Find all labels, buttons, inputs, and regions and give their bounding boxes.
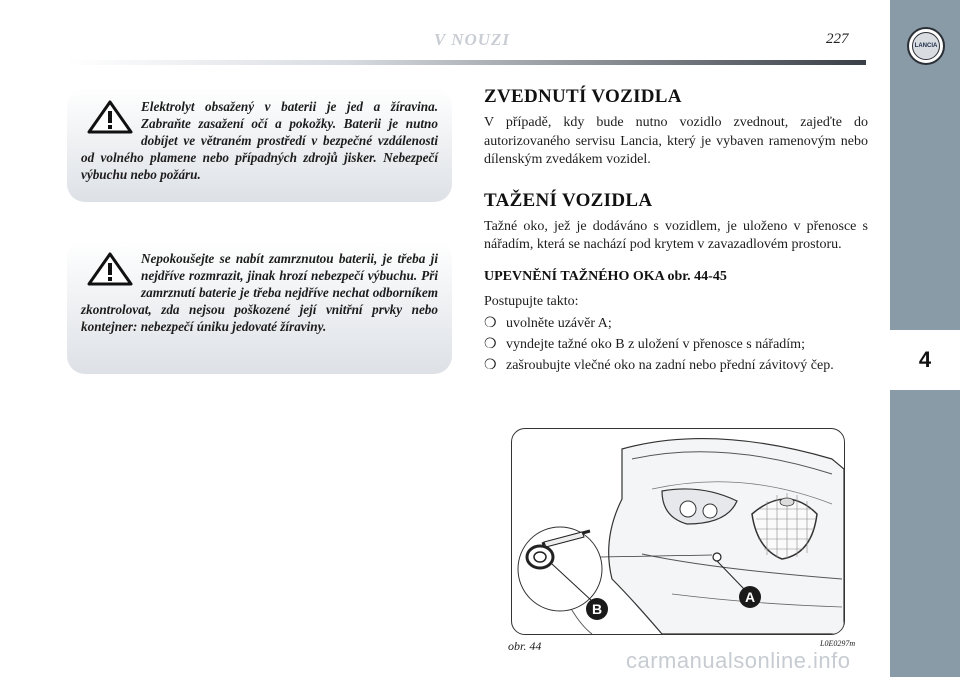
- steps-intro: Postupujte takto:: [484, 293, 579, 309]
- label-a: A: [744, 589, 756, 605]
- figure-caption: obr. 44: [508, 639, 542, 653]
- list-item: [484, 313, 868, 334]
- step-text: zašroubujte vlečné oko na zadní nebo přední závitový čep.: [506, 358, 834, 373]
- figure-code: L0E0297m: [820, 639, 856, 648]
- chapter-tab[interactable]: [890, 330, 960, 390]
- towing-paragraph: Tažné oko, jež je dodáváno s vozidlem, je uloženo v přenosce s nářadím, která se nachází pod krytem v zavazadlovém prostoru.: [484, 218, 868, 252]
- page-number: 227: [826, 31, 849, 47]
- main-content: [484, 86, 868, 376]
- label-b: B: [591, 601, 603, 617]
- step-text: vyndejte tažné oko B z uložení v přenosce s nářadím;: [506, 337, 805, 352]
- list-item: [484, 355, 868, 376]
- lancia-logo-icon: [907, 27, 945, 65]
- lifting-paragraph: V případě, kdy bude nutno vozidlo zvednout, zajeďte do autorizovaného servisu Lancia, který je vybaven ramenovým nebo dílenským zvedákem vozidel.: [484, 115, 868, 167]
- chapter-number: 4: [918, 347, 932, 372]
- warning-triangle-icon: [87, 252, 133, 286]
- logo-text: LANCIA: [914, 43, 938, 49]
- section-title-lifting: ZVEDNUTÍ VOZIDLA: [484, 86, 682, 107]
- warning-text: Nepokoušejte se nabít zamrznutou baterii, je třeba ji nejdříve rozmrazit, jinak hrozí nebezpečí výbuchu. Při zamrznutí baterie je třeba nejdříve nechat odborníkem zkontrolovat, zda nejsou poškozené její vnitřní prvky nebo kontejner: nebezpečí úniku jedovaté žíraviny.: [81, 251, 438, 334]
- bullet-icon: ❍: [484, 358, 497, 373]
- header-rule: [66, 60, 866, 65]
- warning-triangle-icon: [87, 100, 133, 134]
- warning-box-electrolyte: [67, 88, 452, 202]
- subsection-title-tow-hook: UPEVNĚNÍ TAŽNÉHO OKA obr. 44-45: [484, 268, 727, 284]
- bullet-icon: ❍: [484, 316, 497, 331]
- list-item: [484, 334, 868, 355]
- car-front-illustration: [512, 429, 844, 634]
- warning-box-frozen-battery: [67, 240, 452, 374]
- watermark: carmanualsonline.info: [626, 648, 851, 673]
- step-text: uvolněte uzávěr A;: [506, 316, 612, 331]
- warning-text: Elektrolyt obsažený v baterii je jed a žíravina. Zabraňte zasažení očí a pokožky. Baterii je nutno dobíjet ve větraném prostředí v bezpečné vzdálenosti od volného plamene nebo případných zdrojů jisker. Nebezpečí výbuchu nebo požáru.: [81, 99, 438, 182]
- section-title-towing: TAŽENÍ VOZIDLA: [484, 189, 653, 211]
- bullet-icon: ❍: [484, 337, 497, 352]
- figure-tow-hook: [511, 428, 845, 635]
- page-header-title: V NOUZI: [433, 30, 511, 49]
